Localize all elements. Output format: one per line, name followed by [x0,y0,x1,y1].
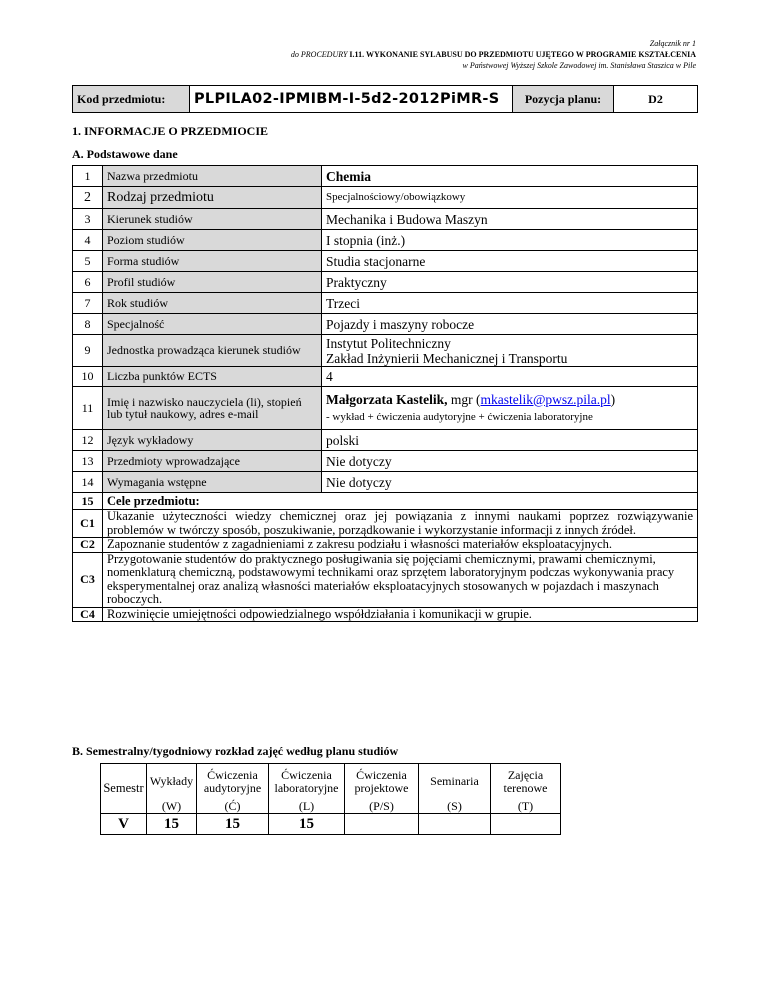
goal-row: C1 Ukazanie użyteczności wiedzy chemicznej oraz jej powiązania z innymi naukami poprzez rozwiązywanie problemów w twórczy sposób, poszukiwanie, porządkowanie i wykorzystanie informacji z innych źródeł. [73,510,698,538]
table-row: 1 Nazwa przedmiotu Chemia [73,166,698,187]
table-row: 2 Rodzaj przedmiotu Specjalnościowy/obowiązkowy [73,187,698,209]
table-row: 4 Poziom studiów I stopnia (inż.) [73,230,698,251]
code-label: Kod przedmiotu: [73,86,190,113]
goal-row: C3 Przygotowanie studentów do praktycznego posługiwania się pojęciami chemicznymi, prawami chemicznymi, nomenklaturą chemiczną, podstawowymi technikami oraz sprzętem laboratoryjnym podczas wykonywania pracy eksperymentalnej oraz analizą własności materiałów eksploatacyjnych stosowanych w pojazdach i maszynach roboczych. [73,552,698,607]
schedule-header-row: Semestr Wykłady Ćwiczenia audytoryjne Ćwiczenia laboratoryjne Ćwiczenia projektowe Seminaria Zajęcia terenowe [101,764,561,800]
procedure-line: do PROCEDURY I.11. WYKONANIE SYLABUSU DO PRZEDMIOTU UJĘTEGO W PROGRAMIE KSZTAŁCENIA [290,50,696,59]
table-row: 3 Kierunek studiów Mechanika i Budowa Maszyn [73,209,698,230]
table-row: 14 Wymagania wstępne Nie dotyczy [73,472,698,493]
course-name: Chemia [322,166,698,187]
school-name: w Państwowej Wyższej Szkole Zawodowej im. Stanisława Staszica w Pile [462,61,696,70]
schedule-abbr-row: (W) (Ć) (L) (P/S) (S) (T) [101,800,561,814]
table-row: 5 Forma studiów Studia stacjonarne [73,251,698,272]
section-a-title: A. Podstawowe dane [72,147,178,161]
procedure-title: WYKONANIE SYLABUSU DO PRZEDMIOTU UJĘTEGO W PROGRAMIE KSZTAŁCENIA [364,50,696,59]
table-row: 8 Specjalność Pojazdy i maszyny robocze [73,314,698,335]
table-row: 7 Rok studiów Trzeci [73,293,698,314]
schedule-row: V 15 15 15 [101,814,561,835]
table-row: 9 Jednostka prowadząca kierunek studiów Instytut Politechniczny Zakład Inżynierii Mechanicznej i Transportu [73,335,698,367]
document-header [291,38,696,71]
teacher-line: Małgorzata Kastelik, mgr (mkastelik@pwsz.pila.pl) [326,391,616,407]
goal-row: C2 Zapoznanie studentów z zagadnieniami z zakresu podziału i własności materiałów eksploatacyjnych. [73,538,698,553]
table-row: 12 Język wykładowy polski [73,430,698,451]
annex-label: Załącznik nr 1 [649,39,696,48]
teacher-email-link[interactable]: mkastelik@pwsz.pila.pl [480,391,611,407]
basic-data-table [72,165,698,622]
semester-header: Semestr [101,764,147,814]
position-label: Pozycja planu: [513,86,614,113]
goals-title: Cele przedmiotu: [103,493,698,510]
table-row: 10 Liczba punktów ECTS 4 [73,367,698,387]
teacher-note: - wykład + ćwiczenia audytoryjne + ćwiczenia laboratoryjne [326,410,593,423]
table-row: 13 Przedmioty wprowadzające Nie dotyczy [73,451,698,472]
procedure-number: I.11. [349,50,365,59]
table-row: 11 Imię i nazwisko nauczyciela (li), stopień lub tytuł naukowy, adres e-mail Małgorzata Kastelik, mgr (mkastelik@pwsz.pila.pl) - wykład + ćwiczenia audytoryjne + ćwiczenia laboratoryjne [73,387,698,430]
section-b-title: B. Semestralny/tygodniowy rozkład zajęć według planu studiów [72,744,399,758]
course-code-bar [72,85,698,113]
teacher-name: Małgorzata Kastelik, [326,391,448,407]
goals-header-row: 15 Cele przedmiotu: [73,493,698,510]
semester-value: V [101,814,147,835]
schedule-table [100,763,561,835]
goal-row: C4 Rozwinięcie umiejętności odpowiedzialnego współdziałania i komunikacji w grupie. [73,607,698,622]
course-code: PLPILA02-IPMIBM-I-5d2-2012PiMR-S [190,86,513,113]
section-1-title: 1. INFORMACJE O PRZEDMIOCIE [72,124,269,138]
position-value: D2 [614,86,698,113]
table-row: 6 Profil studiów Praktyczny [73,272,698,293]
